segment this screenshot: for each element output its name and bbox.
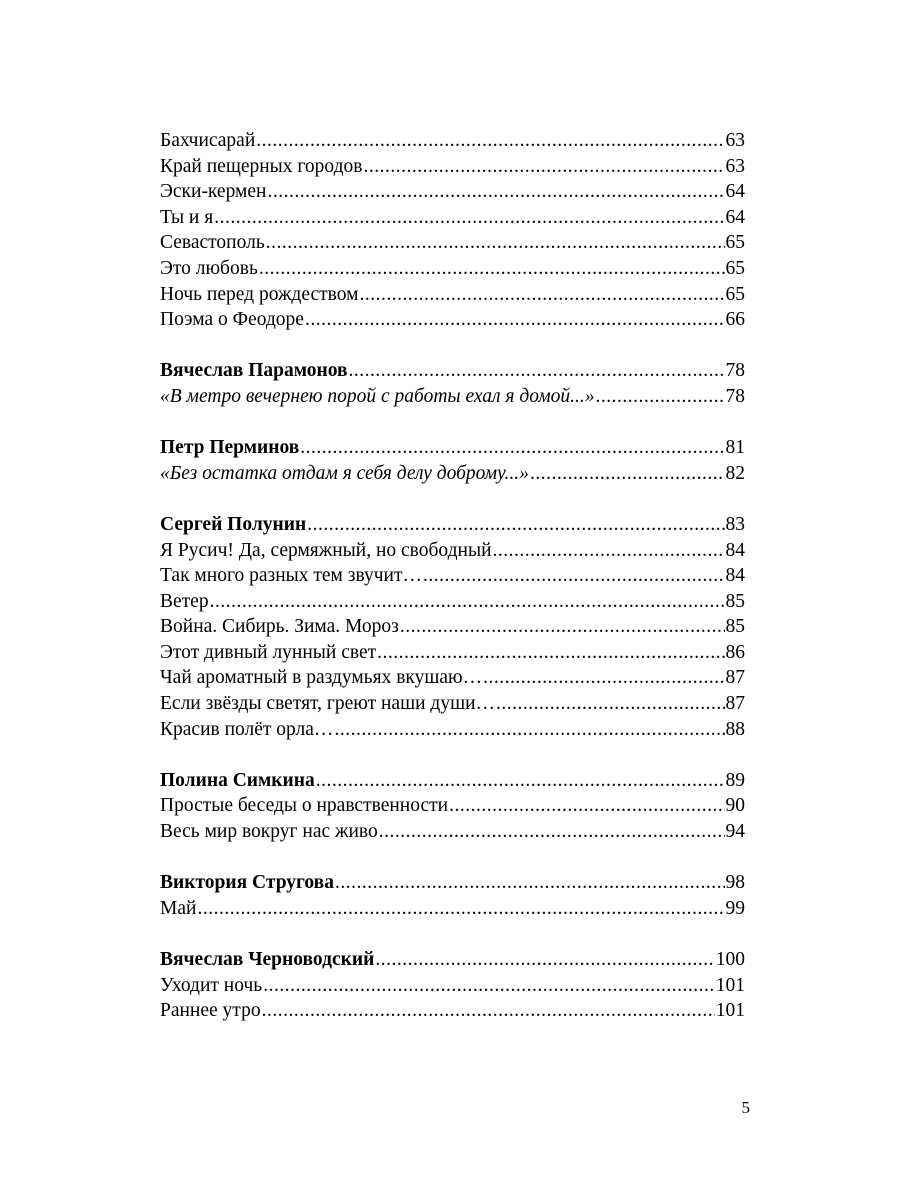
toc-dot-leader bbox=[483, 665, 724, 691]
toc-author-name: Вячеслав Парамонов bbox=[160, 360, 348, 382]
toc-entry bbox=[160, 154, 745, 180]
toc-entry bbox=[160, 205, 745, 231]
toc-entry bbox=[160, 230, 745, 256]
toc-dot-leader bbox=[335, 870, 725, 896]
toc-dot-leader bbox=[316, 768, 725, 794]
toc-page-number: 101 bbox=[715, 974, 745, 996]
toc-entry bbox=[160, 998, 745, 1024]
toc-dot-leader bbox=[349, 358, 725, 384]
toc-dot-leader bbox=[379, 819, 725, 845]
toc-dot-leader bbox=[363, 154, 724, 180]
toc-author-name: Полина Симкина bbox=[160, 769, 315, 791]
toc-entry bbox=[160, 691, 745, 717]
toc-entry bbox=[160, 563, 745, 589]
toc-dot-leader bbox=[359, 282, 724, 308]
toc-page-number: 87 bbox=[725, 667, 745, 689]
toc-entry bbox=[160, 614, 745, 640]
toc-author-name: Вячеслав Черноводский bbox=[160, 949, 375, 970]
toc-dot-leader bbox=[300, 435, 724, 461]
toc-page-number: 90 bbox=[725, 795, 745, 817]
toc-page-number: 65 bbox=[725, 257, 745, 279]
toc-entry bbox=[160, 282, 745, 308]
toc-page-number: 78 bbox=[725, 360, 745, 382]
toc-entry-title: Ночь перед рождеством bbox=[160, 283, 359, 305]
toc-dot-leader bbox=[423, 563, 724, 589]
toc-dot-leader bbox=[267, 179, 724, 205]
toc-entry-title: Май bbox=[160, 897, 197, 919]
toc-dot-leader bbox=[305, 307, 725, 333]
toc-dot-leader bbox=[214, 205, 724, 231]
toc-page-number: 63 bbox=[725, 155, 745, 177]
toc-author-entry bbox=[160, 358, 745, 384]
toc-page-number: 64 bbox=[725, 181, 745, 203]
toc-dot-leader bbox=[259, 256, 725, 282]
toc-entry-title: Поэма о Феодоре bbox=[160, 309, 304, 331]
toc-page-number: 94 bbox=[725, 821, 745, 843]
toc-author-entry bbox=[160, 870, 745, 896]
toc-entry-title: Бахчисарай bbox=[160, 130, 256, 151]
toc-page-number: 85 bbox=[725, 590, 745, 612]
toc-dot-leader bbox=[493, 538, 725, 564]
toc-dot-leader bbox=[400, 614, 725, 640]
toc-entry-title: Этот дивный лунный свет bbox=[160, 641, 377, 663]
toc-entry-title: Раннее утро bbox=[160, 1000, 261, 1022]
toc-entry-title: Эски-кермен bbox=[160, 181, 267, 203]
toc-entry-title: Чай ароматный в раздумьях вкушаю… bbox=[160, 667, 483, 689]
toc-author-entry bbox=[160, 512, 745, 538]
toc-entry-title: Ветер bbox=[160, 590, 209, 612]
toc-entry-title: Война. Сибирь. Зима. Мороз bbox=[160, 616, 399, 638]
toc-page-number: 78 bbox=[725, 385, 745, 407]
toc-dot-leader bbox=[307, 512, 724, 538]
toc-page-number: 83 bbox=[725, 513, 745, 535]
toc-entry bbox=[160, 717, 745, 743]
toc-entry bbox=[160, 793, 745, 819]
toc-page-number: 100 bbox=[715, 949, 745, 970]
toc-entry-title: Это любовь bbox=[160, 257, 258, 279]
toc-entry-title: Ты и я bbox=[160, 206, 214, 228]
toc-dot-leader bbox=[449, 793, 724, 819]
toc-entry-title: Красив полёт орла… bbox=[160, 718, 334, 740]
toc-page-number: 85 bbox=[725, 616, 745, 638]
toc-entry bbox=[160, 256, 745, 282]
toc-entry-title: Край пещерных городов bbox=[160, 155, 363, 177]
toc-dot-leader bbox=[596, 384, 725, 410]
toc-page-number: 65 bbox=[725, 283, 745, 305]
toc-page-number: 98 bbox=[725, 872, 745, 894]
toc-dot-leader bbox=[496, 691, 724, 717]
toc-entry bbox=[160, 538, 745, 564]
toc-entry-title: Если звёзды светят, греют наши души… bbox=[160, 693, 496, 715]
toc-author-name: Сергей Полунин bbox=[160, 513, 307, 535]
toc-author-name: Виктория Стругова bbox=[160, 872, 334, 894]
toc-entry bbox=[160, 896, 745, 922]
toc-entry bbox=[160, 640, 745, 666]
toc-entry-title: «В метро вечернею порой с работы ехал я домой...» bbox=[160, 385, 595, 407]
toc-author-entry bbox=[160, 947, 745, 973]
toc-dot-leader bbox=[377, 640, 724, 666]
table-of-contents bbox=[160, 128, 745, 1024]
toc-dot-leader bbox=[262, 998, 715, 1024]
toc-dot-leader bbox=[210, 589, 725, 615]
toc-entry-title: Севастополь bbox=[160, 232, 265, 254]
toc-page-number: 88 bbox=[725, 718, 745, 740]
toc-entry bbox=[160, 128, 745, 154]
toc-entry-title: Так много разных тем звучит… bbox=[160, 565, 423, 587]
toc-author-name: Петр Перминов bbox=[160, 437, 300, 459]
toc-author-entry bbox=[160, 435, 745, 461]
toc-entry bbox=[160, 589, 745, 615]
toc-dot-leader bbox=[530, 461, 725, 487]
toc-dot-leader bbox=[375, 947, 714, 973]
toc-entry-title: Я Русич! Да, сермяжный, но свободный bbox=[160, 539, 492, 561]
toc-entry-title: Уходит ночь bbox=[160, 974, 263, 996]
toc-entry bbox=[160, 665, 745, 691]
toc-dot-leader bbox=[263, 973, 715, 999]
toc-entry bbox=[160, 307, 745, 333]
toc-entry-title: «Без остатка отдам я себя делу доброму...» bbox=[160, 462, 529, 484]
toc-dot-leader bbox=[334, 717, 724, 743]
toc-page-number: 64 bbox=[725, 206, 745, 228]
toc-entry-title: Простые беседы о нравственности bbox=[160, 795, 449, 817]
toc-entry bbox=[160, 461, 745, 487]
toc-page-number: 86 bbox=[725, 641, 745, 663]
toc-page-number: 84 bbox=[725, 539, 745, 561]
toc-entry bbox=[160, 973, 745, 999]
toc-entry bbox=[160, 819, 745, 845]
toc-page-number: 65 bbox=[725, 232, 745, 254]
toc-page-number: 84 bbox=[725, 565, 745, 587]
page-number: 5 bbox=[741, 1098, 750, 1117]
toc-page-number: 82 bbox=[725, 462, 745, 484]
toc-entry-title: Весь мир вокруг нас живо bbox=[160, 821, 378, 843]
toc-page-number: 81 bbox=[725, 437, 745, 459]
toc-page-number: 99 bbox=[725, 897, 745, 919]
toc-entry bbox=[160, 179, 745, 205]
toc-page-number: 63 bbox=[725, 130, 745, 151]
toc-entry bbox=[160, 384, 745, 410]
toc-page-number: 66 bbox=[725, 309, 745, 331]
toc-page-number: 89 bbox=[725, 769, 745, 791]
toc-dot-leader bbox=[256, 128, 724, 154]
toc-page-number: 101 bbox=[715, 1000, 745, 1022]
toc-author-entry bbox=[160, 768, 745, 794]
toc-page-number: 87 bbox=[725, 693, 745, 715]
toc-dot-leader bbox=[266, 230, 725, 256]
toc-dot-leader bbox=[197, 896, 724, 922]
